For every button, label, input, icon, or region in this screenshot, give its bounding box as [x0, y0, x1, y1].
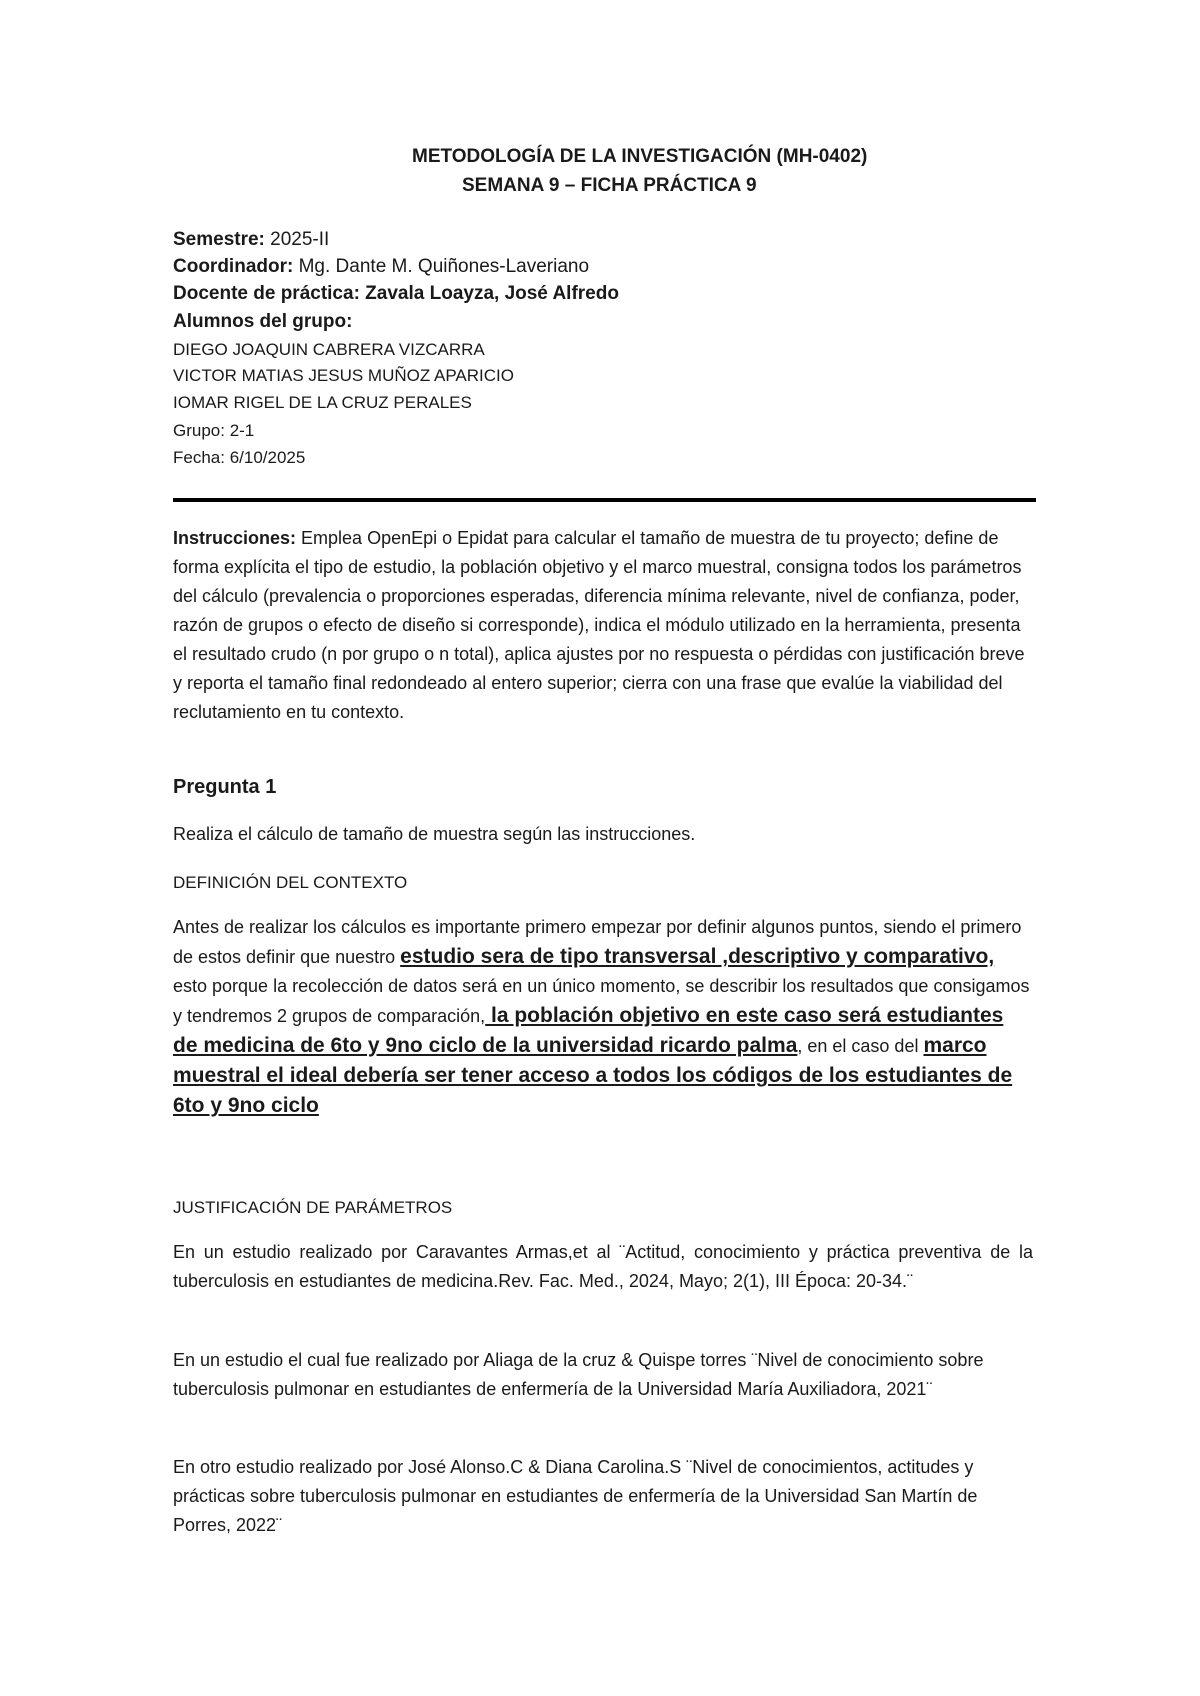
study-reference-2: En un estudio el cual fue realizado por Aliaga de la cruz & Quispe torres ¨Nivel de conocimiento sobre tuberculosis pulmonar en estudiantes de enfermería de la Universidad María Auxiliadora, 2021¨ [173, 1350, 984, 1399]
study-reference-1: En un estudio realizado por Caravantes Armas,et al ¨Actitud, conocimiento y práctica preventiva de la tuberculosis en estudiantes de medicina.Rev. Fac. Med., 2024, Mayo; 2(1), III Época: 20-34.¨ [173, 1242, 1033, 1291]
instructions-label: Instrucciones: [173, 528, 297, 548]
document-title: METODOLOGÍA DE LA INVESTIGACIÓN (MH-0402) [412, 146, 868, 167]
instructions-text: Emplea OpenEpi o Epidat para calcular el tamaño de muestra de tu proyecto; define de forma explícita el tipo de estudio, la población objetivo y el marco muestral, consigna todos los parámetros del cálculo (prevalencia o proporciones esperadas, diferencia mínima relevante, nivel de confianza, poder, razón de grupos o efecto de diseño si corresponde), indica el módulo utilizado en la herramienta, presenta el resultado crudo (n por grupo o n total), aplica ajustes por no respuesta o pérdidas con justificación breve y reporta el tamaño final redondeado al entero superior; cierra con una frase que evalúe la viabilidad del reclutamiento en tu contexto. [173, 528, 1025, 722]
question-heading: Pregunta 1 [173, 776, 277, 798]
docente-line: Docente de práctica: Zavala Loayza, José Alfredo [173, 283, 619, 304]
document-subtitle: SEMANA 9 – FICHA PRÁCTICA 9 [462, 175, 757, 196]
semestre-value: 2025-II [264, 229, 330, 250]
coordinador-label: Coordinador: [173, 256, 294, 277]
instructions-paragraph [173, 524, 1033, 727]
sampling-frame-emphasis: marco muestral el ideal debería ser tener acceso a todos los códigos de los estudiantes de 6to y 9no ciclo [173, 1034, 1013, 1117]
target-population-emphasis: la población objetivo en este caso será estudiantes de medicina de 6to y 9no ciclo de la universidad ricardo palma [173, 1004, 1004, 1057]
alumnos-label: Alumnos del grupo: [173, 311, 353, 332]
context-paragraph [173, 913, 1033, 1121]
student-name: IOMAR RIGEL DE LA CRUZ PERALES [173, 393, 472, 412]
semestre-label: Semestre: [173, 229, 265, 250]
context-heading: DEFINICIÓN DEL CONTEXTO [173, 873, 408, 892]
justification-heading: JUSTIFICACIÓN DE PARÁMETROS [173, 1198, 453, 1217]
context-text: , en el caso del [797, 1036, 924, 1056]
study-reference-3: En otro estudio realizado por José Alonso.C & Diana Carolina.S ¨Nivel de conocimientos, actitudes y prácticas sobre tuberculosis pulmonar en estudiantes de enfermería de la Universidad San Martín de Porres, 2022¨ [173, 1457, 978, 1535]
semestre-line [173, 229, 329, 251]
student-name: VICTOR MATIAS JESUS MUÑOZ APARICIO [173, 366, 514, 385]
student-name: DIEGO JOAQUIN CABRERA VIZCARRA [173, 340, 485, 359]
study-type-emphasis: estudio sera de tipo transversal ,descriptivo y comparativo, [400, 945, 995, 968]
fecha-line: Fecha: 6/10/2025 [173, 448, 306, 467]
horizontal-divider [173, 498, 1036, 502]
coordinador-line [173, 256, 589, 278]
grupo-line: Grupo: 2-1 [173, 421, 255, 440]
coordinador-value: Mg. Dante M. Quiñones-Laveriano [293, 256, 590, 277]
context-text: esto porque la recolección de datos será en un único momento, se describir los resultados que consigamos y tendremos 2 grupos de comparación, [173, 976, 1030, 1026]
question-prompt: Realiza el cálculo de tamaño de muestra según las instrucciones. [173, 824, 696, 844]
context-text: Antes de realizar los cálculos es importante primero empezar por definir algunos puntos, siendo el primero de estos definir que nuestro [173, 917, 1022, 967]
